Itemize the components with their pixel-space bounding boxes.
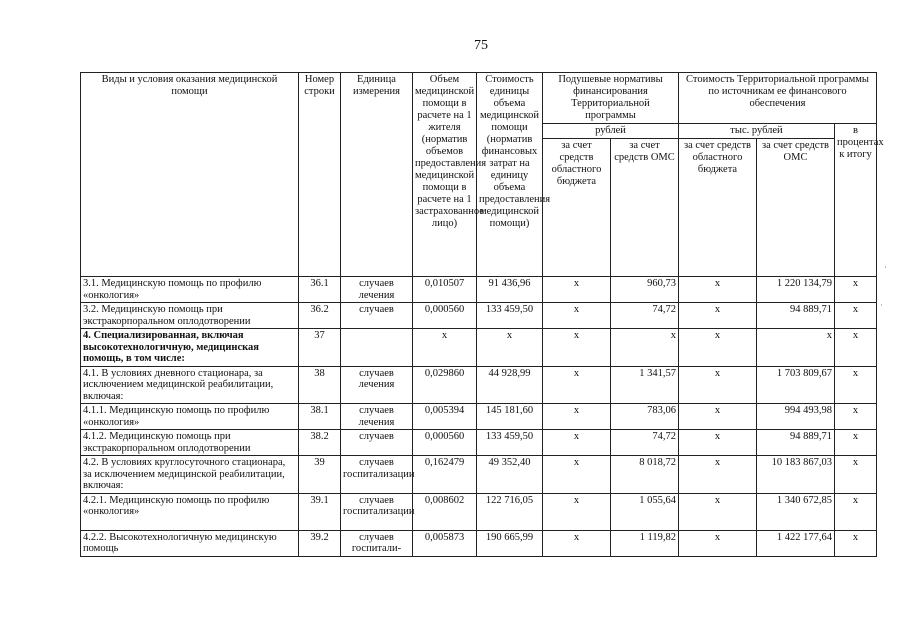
row-number: 39.1: [299, 493, 341, 530]
table-row: [81, 303, 877, 329]
row-tc-regional: х: [679, 366, 757, 404]
row-pc-regional: х: [543, 303, 611, 329]
row-pc-oms: 1 055,64: [611, 493, 679, 530]
row-unit: случаев лечения: [341, 366, 413, 404]
table-row: [81, 404, 877, 430]
row-tc-regional: х: [679, 493, 757, 530]
row-name: 4.1. В условиях дневного стационара, за исключением медицинской реабилитации, включая:: [81, 366, 299, 404]
header-tc-oms: за счет средств ОМС: [757, 139, 835, 277]
row-pc-oms: х: [611, 329, 679, 367]
header-per-capita: Подушевые нормативы финансирования Территориальной программы: [543, 73, 679, 124]
row-volume: 0,010507: [413, 277, 477, 303]
table-row: [81, 277, 877, 303]
row-pc-regional: х: [543, 430, 611, 456]
row-pc-oms: 960,73: [611, 277, 679, 303]
row-unit: случаев лечения: [341, 277, 413, 303]
row-unit-cost: 133 459,50: [477, 303, 543, 329]
row-volume: 0,000560: [413, 303, 477, 329]
row-unit-cost: 44 928,99: [477, 366, 543, 404]
header-pc-regional: за счет средств областного бюджета: [543, 139, 611, 277]
header-unit-cost: Стоимость единицы объема медицинской помощи (норматив финансовых затрат на единицу объема предоставления медицинской помощи): [477, 73, 543, 277]
row-tc-oms: 1 703 809,67: [757, 366, 835, 404]
table-row: [81, 456, 877, 494]
row-pc-regional: х: [543, 329, 611, 367]
row-name: 4.1.1. Медицинскую помощь по профилю «онкология»: [81, 404, 299, 430]
row-pc-oms: 1 341,57: [611, 366, 679, 404]
row-unit-cost: 91 436,96: [477, 277, 543, 303]
row-name: 4. Специализированная, включая высокотехнологичную, медицинская помощь, в том числе:: [81, 329, 299, 367]
row-number: 36.2: [299, 303, 341, 329]
row-pc-regional: х: [543, 366, 611, 404]
row-number: 38.1: [299, 404, 341, 430]
row-number: 38: [299, 366, 341, 404]
row-tc-oms: 10 183 867,03: [757, 456, 835, 494]
row-percent: х: [835, 404, 877, 430]
row-tc-regional: х: [679, 430, 757, 456]
row-tc-oms: 94 889,71: [757, 303, 835, 329]
row-unit: случаев госпитали-: [341, 530, 413, 556]
row-pc-oms: 783,06: [611, 404, 679, 430]
row-unit: случаев лечения: [341, 404, 413, 430]
row-pc-oms: 8 018,72: [611, 456, 679, 494]
territorial-program-table: [80, 72, 884, 557]
row-percent: х: [835, 456, 877, 494]
row-pc-regional: х: [543, 456, 611, 494]
row-number: 39: [299, 456, 341, 494]
row-volume: 0,000560: [413, 430, 477, 456]
header-unit: Единица измерения: [341, 73, 413, 277]
header-unit-rub: рублей: [543, 124, 679, 139]
row-name: 4.2. В условиях круглосуточного стационара, за исключением медицинской реабилитации, включая:: [81, 456, 299, 494]
scan-mark: ·: [884, 262, 887, 272]
row-percent: х: [835, 329, 877, 367]
row-name: 3.2. Медицинскую помощь при экстракорпоральном оплодотворении: [81, 303, 299, 329]
row-percent: х: [835, 277, 877, 303]
table-row: [81, 493, 877, 530]
row-unit: [341, 329, 413, 367]
row-pc-oms: 74,72: [611, 303, 679, 329]
row-tc-oms: 94 889,71: [757, 430, 835, 456]
row-tc-oms: х: [757, 329, 835, 367]
row-name: 4.1.2. Медицинскую помощь при экстракорпоральном оплодотворении: [81, 430, 299, 456]
row-tc-regional: х: [679, 329, 757, 367]
row-tc-oms: 1 340 672,85: [757, 493, 835, 530]
row-tc-regional: х: [679, 303, 757, 329]
row-volume: 0,005873: [413, 530, 477, 556]
row-volume: х: [413, 329, 477, 367]
row-tc-oms: 1 422 177,64: [757, 530, 835, 556]
table-row: [81, 430, 877, 456]
row-volume: 0,162479: [413, 456, 477, 494]
row-unit: случаев госпитализации: [341, 493, 413, 530]
row-unit-cost: 190 665,99: [477, 530, 543, 556]
row-percent: х: [835, 303, 877, 329]
row-tc-oms: 1 220 134,79: [757, 277, 835, 303]
row-number: 39.2: [299, 530, 341, 556]
row-unit-cost: х: [477, 329, 543, 367]
header-volume: Объем медицинской помощи в расчете на 1 жителя (норматив объемов предоставления медицинской помощи в расчете на 1 застрахованное лицо): [413, 73, 477, 277]
row-tc-regional: х: [679, 404, 757, 430]
row-tc-regional: х: [679, 456, 757, 494]
row-unit-cost: 133 459,50: [477, 430, 543, 456]
header-tc-regional: за счет средств областного бюджета: [679, 139, 757, 277]
row-volume: 0,008602: [413, 493, 477, 530]
row-percent: х: [835, 530, 877, 556]
page-number: 75: [474, 38, 488, 53]
row-unit: случаев госпитализации: [341, 456, 413, 494]
row-pc-regional: х: [543, 493, 611, 530]
row-percent: х: [835, 493, 877, 530]
header-percent: в процентах к итогу: [835, 124, 877, 277]
row-pc-regional: х: [543, 404, 611, 430]
row-volume: 0,005394: [413, 404, 477, 430]
row-name: 3.1. Медицинскую помощь по профилю «онкология»: [81, 277, 299, 303]
row-name: 4.2.2. Высокотехнологичную медицинскую помощь: [81, 530, 299, 556]
header-type: Виды и условия оказания медицинской помощи: [81, 73, 299, 277]
row-unit: случаев: [341, 430, 413, 456]
header-total-cost: Стоимость Территориальной программы по источникам ее финансового обеспечения: [679, 73, 877, 124]
scan-mark: ·: [880, 300, 883, 310]
row-tc-oms: 994 493,98: [757, 404, 835, 430]
row-pc-regional: х: [543, 277, 611, 303]
row-pc-oms: 74,72: [611, 430, 679, 456]
row-unit: случаев: [341, 303, 413, 329]
table-row: [81, 366, 877, 404]
row-unit-cost: 122 716,05: [477, 493, 543, 530]
header-unit-thousand-rub: тыс. рублей: [679, 124, 835, 139]
table-row: [81, 329, 877, 367]
row-number: 37: [299, 329, 341, 367]
row-percent: х: [835, 366, 877, 404]
row-name: 4.2.1. Медицинскую помощь по профилю «онкология»: [81, 493, 299, 530]
row-number: 36.1: [299, 277, 341, 303]
header-pc-oms: за счет средств ОМС: [611, 139, 679, 277]
row-pc-regional: х: [543, 530, 611, 556]
row-unit-cost: 49 352,40: [477, 456, 543, 494]
header-row-number: Номер строки: [299, 73, 341, 277]
table-row: [81, 530, 877, 556]
row-percent: х: [835, 430, 877, 456]
row-number: 38.2: [299, 430, 341, 456]
row-unit-cost: 145 181,60: [477, 404, 543, 430]
row-volume: 0,029860: [413, 366, 477, 404]
row-tc-regional: х: [679, 530, 757, 556]
row-pc-oms: 1 119,82: [611, 530, 679, 556]
row-tc-regional: х: [679, 277, 757, 303]
